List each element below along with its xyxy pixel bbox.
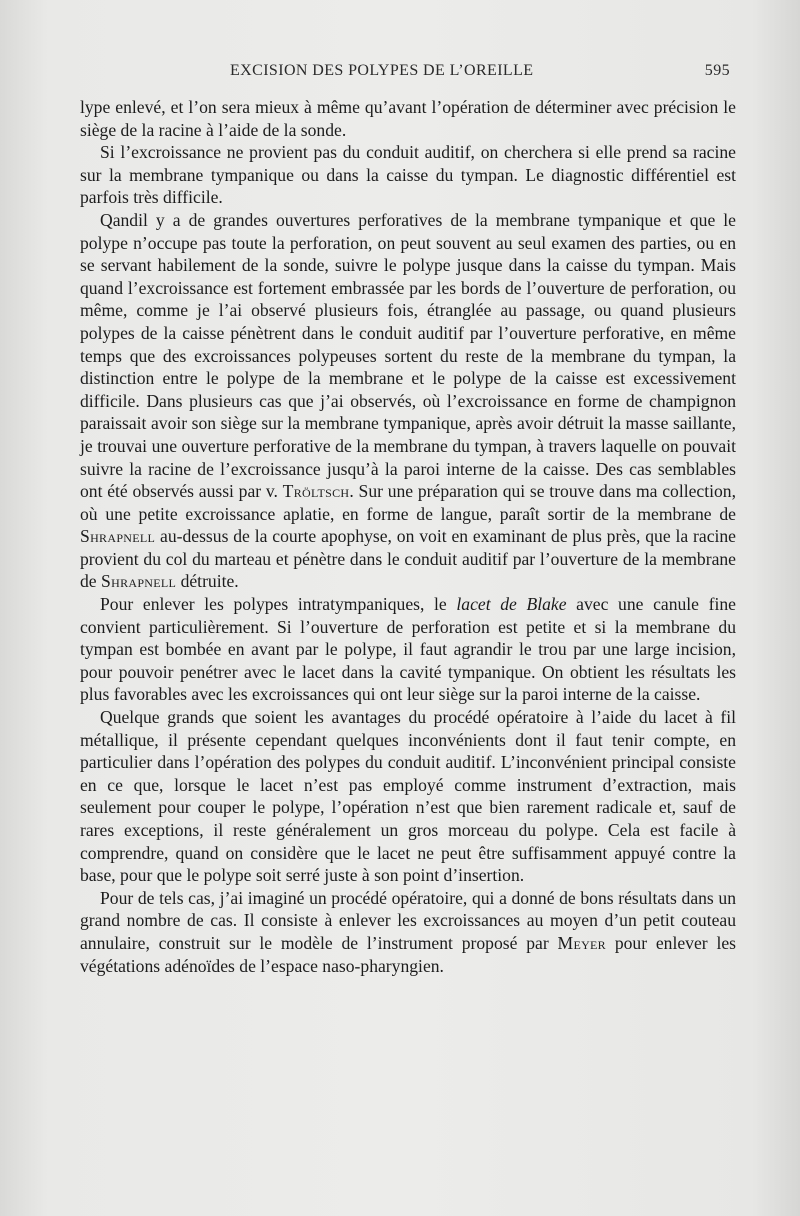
text-run: avec une canule fine convient particulièrement. Si l’ouverture de perforation est petite et si la membrane du tympan est bombée en avant par le polype, il faut agrandir le trou par une large incision, pour pouvoir penétrer avec le lacet dans la cavité tympanique. On obtient les résultats les plus favorables avec les excroissances qui ont leur siège sur la paroi interne de la caisse. — [80, 594, 736, 705]
text-run: Si l’excroissance ne provient pas du conduit auditif, on cherchera si elle prend sa racine sur la membrane tympanique ou dans la caisse du tympan. Le diagnostic différentiel est parfois très difficile. — [80, 142, 736, 208]
text-run: lype enlevé, et l’on sera mieux à même qu’avant l’opération de déterminer avec précision le siège de la racine à l’aide de la sonde. — [80, 97, 736, 140]
paragraph-p2 — [80, 141, 736, 209]
text-run: au-dessus de la courte apophyse, on voit en examinant de plus près, que la racine provient du col du marteau et pénètre dans le conduit auditif par l’ouverture de la membrane de — [80, 526, 736, 592]
text-run: pour enlever les végétations adénoïdes de l’espace naso-pharyngien. — [80, 932, 737, 976]
italic-term: lacet de Blake — [456, 594, 567, 615]
text-run: Quelque grands que soient les avantages du procédé opératoire à l’aide du lacet à fil métallique, il présente cependant quelques inconvénients dont il faut tenir compte, en particulier dans l’opération des polypes du conduit auditif. L’inconvénient principal consiste en ce que, lorsque le lacet n’est pas employé comme instrument d’extraction, mais seulement pour couper le polype, l’opération n’est que bien rarement radicale et, sauf de rares exceptions, il reste généralement un gros morceau du polype. Cela est facile à comprendre, quand on considère que le lacet ne peut être suffisamment appuyé contre la base, pour que le polype soit serré juste à son point d’insertion. — [80, 707, 736, 886]
text-run: Pour de tels cas, j’ai imaginé un procédé opératoire, qui a donné de bons résultats dans un grand nombre de cas. Il consiste à enlever les excroissances au moyen d’un petit couteau annulaire, construit sur le modèle de l’instrument proposé par — [80, 887, 736, 953]
text-run: Qandil y a de grandes ouvertures perforatives de la membrane tympanique et que le polype n’occupe pas toute la perforation, on peut souvent au seul examen des parties, ou en se servant habilement de la sonde, suivre le polype jusque dans la caisse du tympan. Mais quand l’excroissance est fortement embrassée par les bords de l’ouverture de perforation, ou même, comme je l’ai observé plusieurs fois, étranglée au passage, ou quand plusieurs polypes de la caisse pénètrent dans le conduit auditif par l’ouverture perforative, en même temps que des excroissances polypeuses sortent du reste de la membrane du tympan, la distinction entre le polype de la membrane et le polype de la caisse est excessivement difficile. Dans plusieurs cas que j’ai observés, où l’excroissance en forme de champignon paraissait avoir son siège sur la membrane tympanique, après avoir détruit la masse saillante, je trouvai une ouverture perforative de la membrane du tympan, à travers laquelle on pouvait suivre la racine de l’excroissance jusqu’à la paroi interne de la caisse. Des cas semblables ont été observés aussi par v. — [80, 209, 736, 502]
author-name: Shrapnell — [101, 571, 177, 592]
paragraph-p6 — [80, 887, 736, 977]
running-title: EXCISION DES POLYPES DE L’OREILLE — [230, 62, 534, 79]
paragraph-p3 — [80, 209, 736, 593]
author-name: Meyer — [557, 932, 606, 953]
page-number: 595 — [704, 62, 730, 79]
text-run: . Sur une préparation qui se trouve dans ma collection, où une petite excroissance aplatie, en forme de langue, paraît sortir de la membrane de — [80, 481, 736, 524]
page-header — [80, 62, 730, 88]
body-text — [80, 96, 736, 977]
paragraph-p1 — [80, 96, 736, 141]
text-run: Pour enlever les polypes intratympaniques, le — [100, 594, 457, 615]
author-name: Tröltsch — [282, 481, 350, 502]
text-run: détruite. — [176, 571, 239, 592]
paragraph-p5 — [80, 706, 736, 887]
paragraph-p4 — [80, 593, 736, 706]
author-name: Shrapnell — [80, 526, 156, 547]
